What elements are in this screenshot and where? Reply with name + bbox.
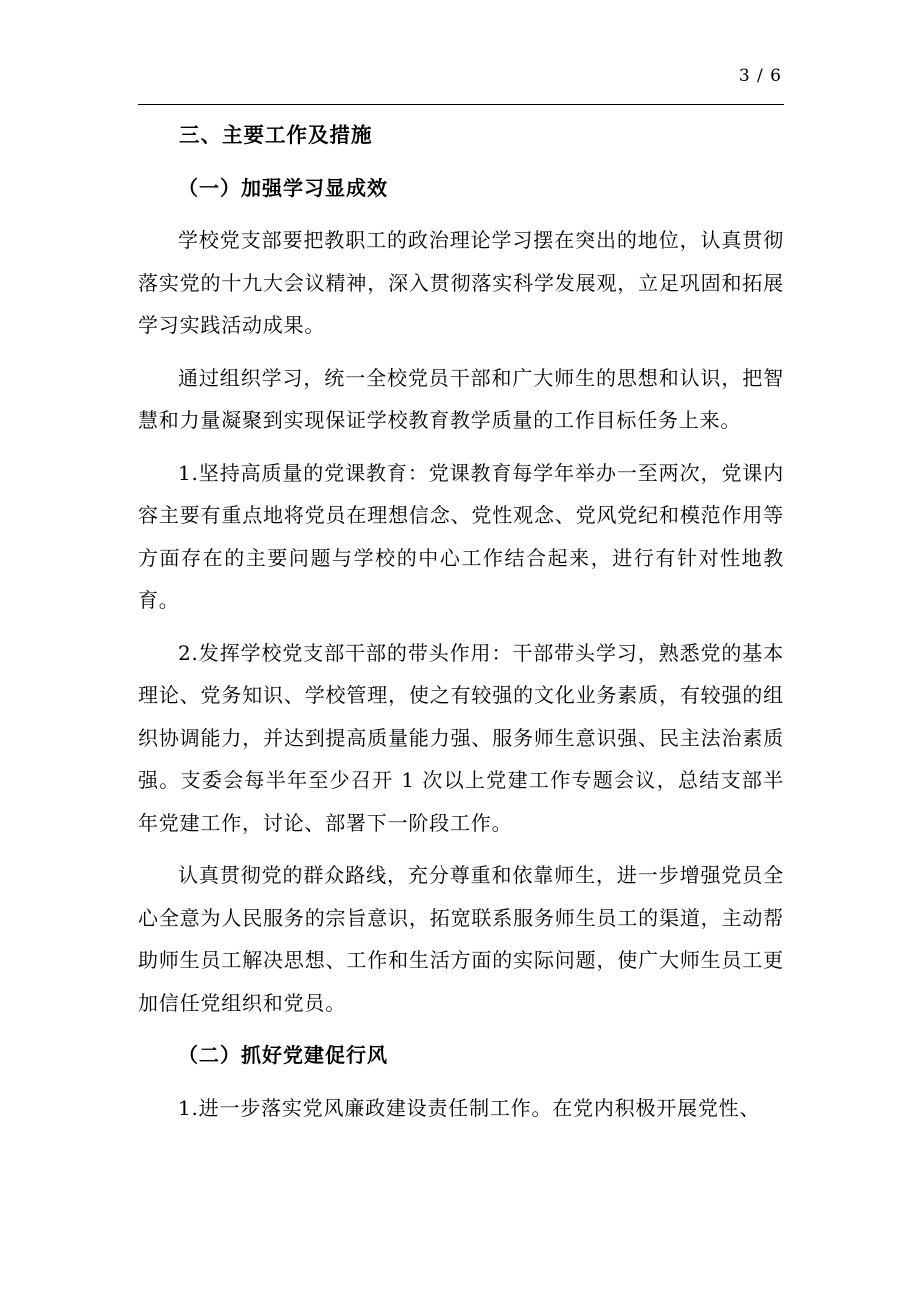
subsection-title: （二）抓好党建促行风	[178, 1043, 388, 1067]
section-title: 三、主要工作及措施	[179, 123, 373, 147]
paragraph: 2.发挥学校党支部干部的带头作用：干部带头学习，熟悉党的基本理论、党务知识、学校管理，使之有较强的文化业务素质，有较强的组织协调能力，并达到提高质量能力强、服务师生意识强、民主法治素质强。支委会每半年至少召开 1 次以上党建工作专题会议，总结支部半年党建工作，讨论、部署下一阶段工作。	[138, 640, 784, 835]
paragraph: 学校党支部要把教职工的政治理论学习摆在突出的地位，认真贯彻落实党的十九大会议精神，深入贯彻落实科学发展观，立足巩固和拓展学习实践活动成果。	[138, 228, 784, 337]
document-body	[138, 114, 784, 1139]
paragraph: 认真贯彻党的群众路线，充分尊重和依靠师生，进一步增强党员全心全意为人民服务的宗旨意识，拓宽联系服务师生员工的渠道，主动帮助师生员工解决思想、工作和生活方面的实际问题，使广大师生员工更加信任党组织和党员。	[138, 863, 784, 1015]
page-number: 3 / 6	[738, 66, 782, 86]
paragraph: 1.坚持高质量的党课教育：党课教育每学年举办一至两次，党课内容主要有重点地将党员在理想信念、党性观念、党风党纪和模范作用等方面存在的主要问题与学校的中心工作结合起来，进行有针对性地教育。	[138, 460, 784, 612]
paragraph: 1.进一步落实党风廉政建设责任制工作。在党内积极开展党性、	[178, 1095, 761, 1120]
header-rule	[138, 104, 784, 105]
paragraph: 通过组织学习，统一全校党员干部和广大师生的思想和认识，把智慧和力量凝聚到实现保证学校教育教学质量的工作目标任务上来。	[138, 365, 784, 432]
subsection-title: （一）加强学习显成效	[178, 175, 388, 200]
